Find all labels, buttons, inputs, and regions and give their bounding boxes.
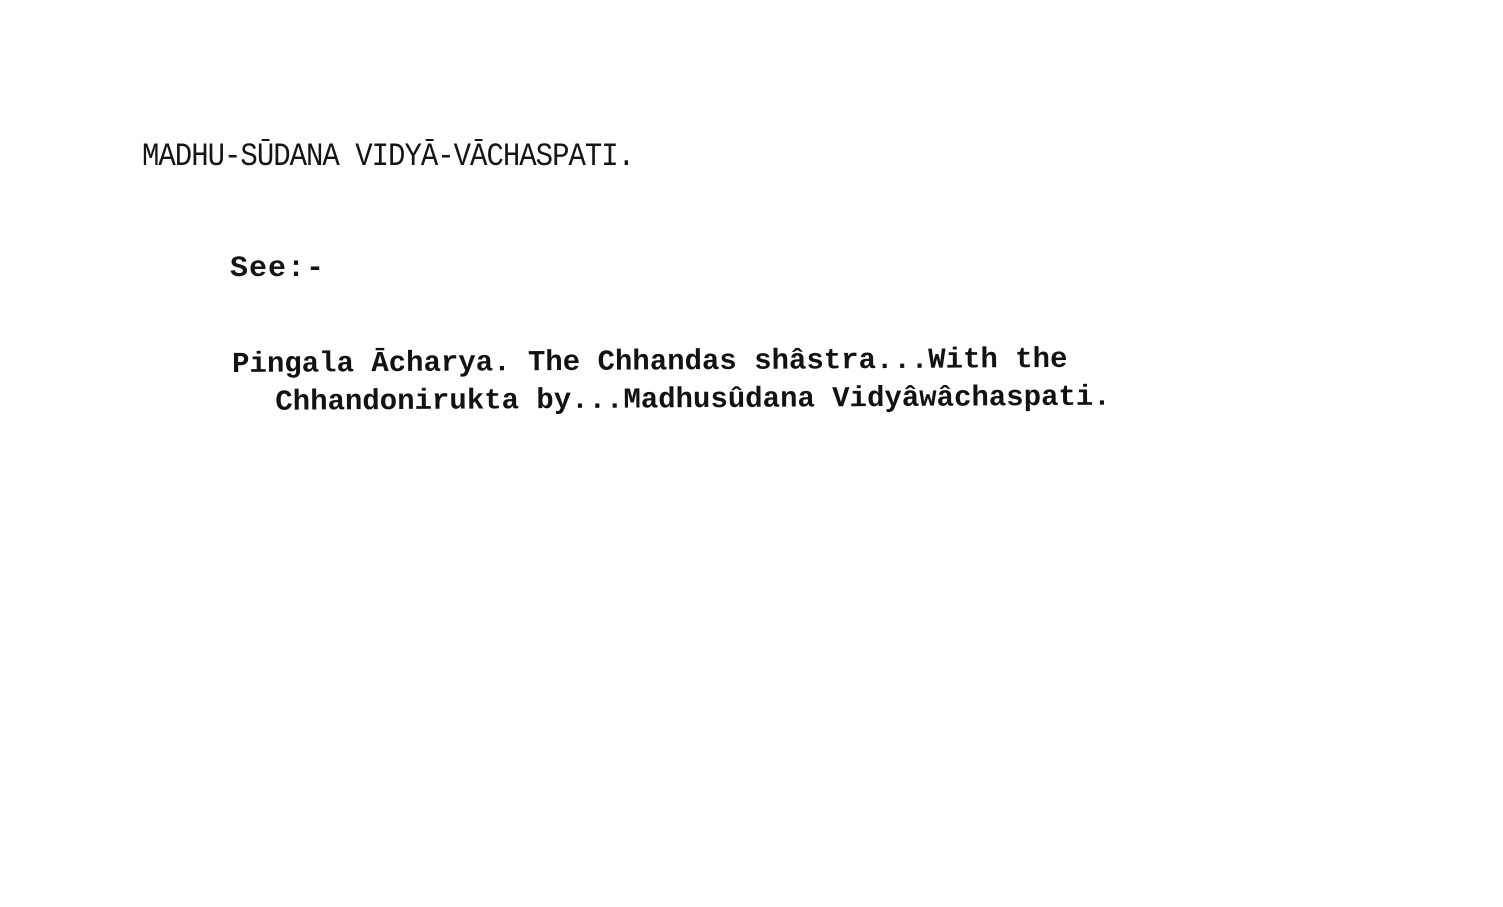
entry-line-2: Chhandonirukta by...Madhusûdana Vidyâwâchaspati.: [275, 380, 1111, 419]
cross-reference-entry: [232, 341, 1111, 422]
entry-line-1: Pingala Ācharya. The Chhandas shâstra...With the: [232, 342, 1068, 381]
card-heading: MADHU-SŪDANA VIDYĀ-VĀCHASPATI.: [142, 138, 635, 175]
see-reference-label: See:-: [230, 252, 326, 286]
